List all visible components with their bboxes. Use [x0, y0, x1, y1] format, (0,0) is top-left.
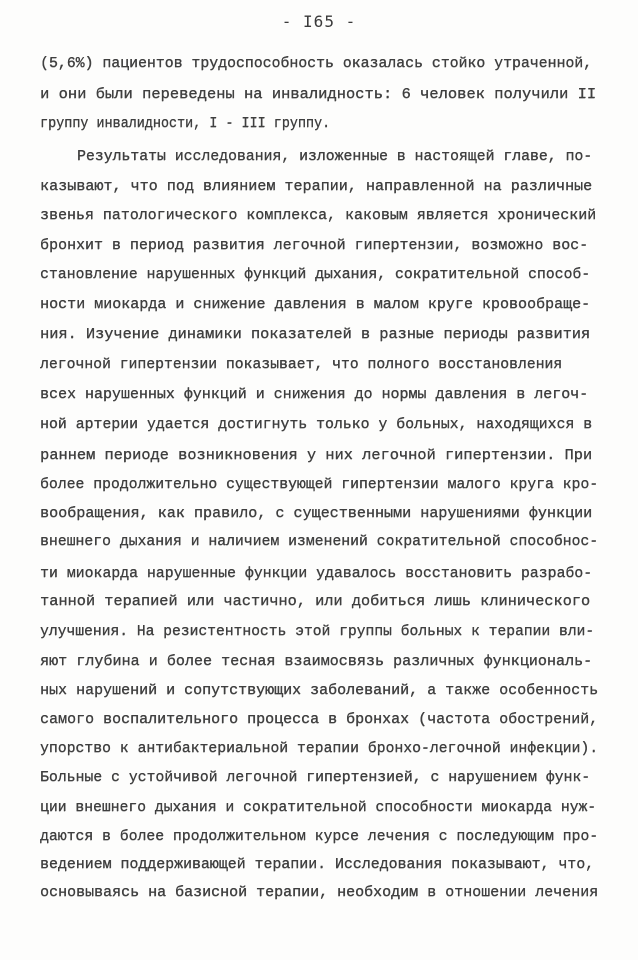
text-line: звенья патологического комплекса, каковым является хронический [40, 207, 597, 224]
text-line: основываясь на базисной терапии, необходим в отношении лечения [40, 884, 599, 901]
text-line: ции внешнего дыхания и сократительной способности миокарда нуж- [40, 799, 597, 816]
text-line: ных нарушений и сопутствующих заболеваний, а также особенность [40, 682, 599, 699]
text-line: танной терапией или частично, или добиться лишь клинического [40, 593, 591, 610]
text-line: самого воспалительного процесса в бронхах (частота обострений, [40, 711, 599, 728]
text-line: ти миокарда нарушенные функции удавалось восстановить разрабо- [40, 565, 593, 582]
text-line: легочной гипертензии показывает, что полного восстановления [40, 356, 563, 373]
text-line: яют глубина и более тесная взаимосвязь различных функциональ- [40, 653, 593, 670]
text-line: более продолжительно существующей гипертензии малого круга кро- [40, 476, 599, 493]
text-line: (5,6%) пациентов трудоспособность оказалась стойко утраченной, [40, 55, 593, 72]
text-line: раннем периоде возникновения у них легочной гипертензии. При [40, 447, 593, 464]
text-line: улучшения. На резистентность этой группы больных к терапии вли- [40, 623, 595, 640]
text-line: Больные с устойчивой легочной гипертензией, с нарушением функ- [40, 769, 591, 786]
text-line: и они были переведены на инвалидность: 6 человек получили II [40, 86, 597, 103]
text-line: бронхит в период развития легочной гипертензии, возможно вос- [40, 237, 589, 254]
text-line: Результаты исследования, изложенные в настоящей главе, по- [77, 148, 593, 165]
text-line: всех нарушенных функций и снижения до нормы давления в легоч- [40, 386, 589, 403]
text-line: даются в более продолжительном курсе лечения с последующим про- [40, 828, 599, 845]
page-number: - I65 - [281, 12, 357, 31]
text-line: ности миокарда и снижение давления в малом круге кровообраще- [40, 296, 591, 313]
text-line: ния. Изучение динамики показателей в разные периоды развития [40, 326, 591, 343]
text-line: ведением поддерживающей терапии. Исследования показывают, что, [40, 856, 595, 873]
text-line: внешнего дыхания и наличием изменений сократительной способнос- [40, 533, 599, 550]
text-line: становление нарушенных функций дыхания, сократительной способ- [40, 266, 591, 283]
text-line: ной артерии удается достигнуть только у больных, находящихся в [40, 416, 593, 433]
text-line: упорство к антибактериальной терапии бронхо-легочной инфекции). [40, 740, 599, 757]
text-line: казывают, что под влиянием терапии, направленной на различные [40, 178, 593, 195]
text-line: вообращения, как правило, с существенными нарушениями функции [40, 505, 593, 522]
text-line: группу инвалидности, I - III группу. [40, 115, 331, 132]
